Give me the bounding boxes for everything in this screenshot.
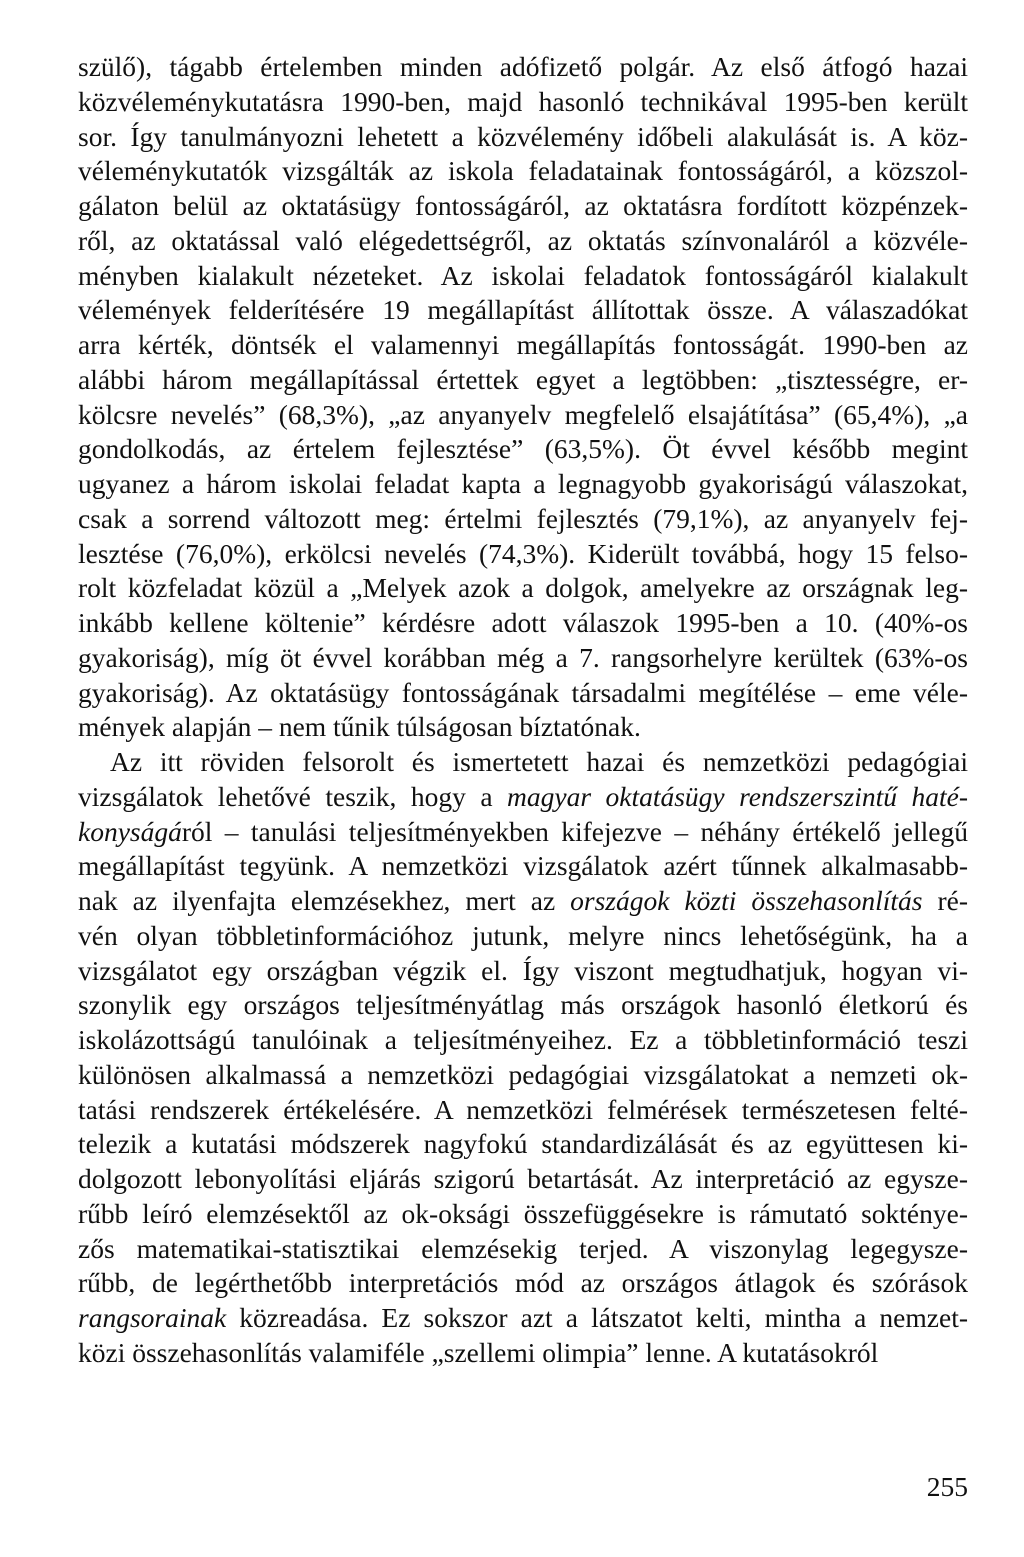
- text-line: [78, 1301, 968, 1336]
- text-line: [78, 1058, 968, 1093]
- text-segment: gyakoriság). Az oktatásügy fontosságának társadalmi megítélése – eme véle-: [78, 676, 968, 708]
- italic-text: magyar oktatásügy rendszerszintű haté-: [507, 780, 968, 812]
- text-segment: gondolkodás, az értelem fejlesztése” (63,5%). Öt évvel később megint: [78, 433, 968, 465]
- text-line: [78, 676, 968, 711]
- text-segment: ményben kialakult nézeteket. Az iskolai feladatok fontosságáról kialakult: [78, 259, 968, 291]
- text-segment: mények alapján – nem tűnik túlságosan bíztatónak.: [78, 711, 641, 743]
- text-segment: Az itt röviden felsorolt és ismertetett hazai és nemzetközi pedagógiai: [110, 746, 968, 777]
- text-segment: szonylik egy országos teljesítményátlag más országok hasonló életkorú és: [78, 989, 968, 1021]
- text-line: [78, 919, 968, 954]
- text-segment: rolt közfeladat közül a „Melyek azok a dolgok, amelyekre az országnak leg-: [78, 572, 968, 604]
- text-segment: dolgozott lebonyolítási eljárás szigorú betartását. Az interpretáció az egysze-: [78, 1163, 968, 1194]
- text-segment: sor. Így tanulmányozni lehetett a közvélemény időbeli alakulását is. A köz-: [78, 120, 968, 152]
- text-segment: véleménykutatók vizsgálták az iskola feladatainak fontosságáról, a közszol-: [78, 155, 968, 187]
- text-segment: ról – tanulási teljesítményekben kifejezve – néhány értékelő jellegű: [181, 815, 968, 847]
- text-line: [78, 363, 968, 398]
- paragraph: [78, 745, 968, 1371]
- text-line: [78, 1232, 968, 1267]
- text-line: [78, 328, 968, 363]
- text-line: [78, 432, 968, 467]
- text-line: [78, 189, 968, 224]
- text-segment: különösen alkalmassá a nemzetközi pedagógiai vizsgálatokat a nemzeti ok-: [78, 1058, 968, 1090]
- text-segment: inkább kellene költenie” kérdésre adott válaszok 1995-ben a 10. (40%-os: [78, 607, 968, 638]
- text-segment: vizsgálatok lehetővé teszik, hogy a: [78, 780, 507, 812]
- text-line: [78, 1266, 968, 1301]
- text-line: [78, 502, 968, 537]
- text-line: [78, 537, 968, 572]
- text-segment: közi összehasonlítás valamiféle „szellemi olimpia” lenne. A kutatásokról: [78, 1336, 879, 1368]
- text-segment: ugyanez a három iskolai feladat kapta a legnagyobb gyakoriságú válaszokat,: [78, 468, 968, 499]
- text-segment: közvéleménykutatásra 1990-ben, majd hasonló technikával 1995-ben került: [78, 85, 968, 117]
- text-segment: telezik a kutatási módszerek nagyfokú standardizálását és az együttesen ki-: [78, 1128, 968, 1160]
- text-segment: rűbb, de legérthetőbb interpretációs mód az országos átlagok és szórások: [78, 1267, 968, 1299]
- text-segment: iskolázottságú tanulóinak a teljesítményeihez. Ez a többletinformáció teszi: [78, 1024, 968, 1055]
- text-segment: csak a sorrend változott meg: értelmi fejlesztés (79,1%), az anyanyelv fej-: [78, 502, 968, 534]
- text-segment: arra kérték, döntsék el valamennyi megállapítás fontosságát. 1990-ben az: [78, 329, 968, 360]
- text-line: [78, 1162, 968, 1197]
- page-body: [78, 50, 968, 1371]
- text-segment: megállapítást tegyünk. A nemzetközi vizsgálatok azért tűnnek alkalmasabb-: [78, 850, 968, 882]
- text-segment: lesztése (76,0%), erkölcsi nevelés (74,3%). Kiderült továbbá, hogy 15 felso-: [78, 537, 968, 569]
- text-segment: kölcsre nevelés” (68,3%), „az anyanyelv megfelelő elsajátítása” (65,4%), „a: [78, 398, 968, 430]
- paragraph: [78, 50, 968, 745]
- text-segment: vén olyan többletinformációhoz jutunk, melyre nincs lehetőségünk, ha a: [78, 919, 968, 951]
- text-segment: ről, az oktatással való elégedettségről, az oktatás színvonaláról a közvéle-: [78, 224, 968, 256]
- text-line: [78, 780, 968, 815]
- text-line: [78, 571, 968, 606]
- italic-text: konyságá: [78, 815, 182, 847]
- text-line: [78, 259, 968, 294]
- italic-text: rangsorainak: [78, 1302, 227, 1333]
- text-segment: vizsgálatot egy országban végzik el. Így viszont megtudhatjuk, hogyan vi-: [78, 954, 968, 986]
- text-segment: ré-: [922, 885, 968, 916]
- text-segment: közreadása. Ez sokszor azt a látszatot kelti, mintha a nemzet-: [226, 1302, 968, 1333]
- text-segment: gálaton belül az oktatásügy fontosságáról, az oktatásra fordított közpénzek-: [78, 190, 968, 221]
- text-segment: szülő), tágabb értelemben minden adófizető polgár. Az első átfogó hazai: [78, 51, 968, 82]
- text-line: [78, 884, 968, 919]
- text-segment: alábbi három megállapítással értettek egyet a legtöbben: „tisztességre, er-: [78, 363, 968, 395]
- text-segment: tatási rendszerek értékelésére. A nemzetközi felmérések természetesen felté-: [78, 1093, 968, 1125]
- text-segment: zős matematikai-statisztikai elemzésekig terjed. A viszonylag legegysze-: [78, 1232, 968, 1264]
- italic-text: országok közti összehasonlítás: [570, 885, 923, 916]
- text-line: [78, 1336, 968, 1371]
- text-line: [78, 1093, 968, 1128]
- text-line: [78, 988, 968, 1023]
- text-line: [78, 398, 968, 433]
- text-line: [78, 1023, 968, 1058]
- text-line: [78, 85, 968, 120]
- text-line: [78, 224, 968, 259]
- text-segment: nak az ilyenfajta elemzésekhez, mert az: [78, 885, 571, 916]
- text-line: [78, 1127, 968, 1162]
- text-segment: rűbb leíró elemzésektől az ok-oksági összefüggésekre is rámutató sokténye-: [78, 1197, 968, 1229]
- text-line: [78, 120, 968, 155]
- text-line: [78, 154, 968, 189]
- text-line: [78, 745, 968, 780]
- text-line: [78, 467, 968, 502]
- page-number: 255: [926, 1471, 968, 1502]
- text-line: [78, 710, 968, 745]
- text-line: [78, 815, 968, 850]
- text-column: [78, 50, 968, 1371]
- text-line: [78, 641, 968, 676]
- text-segment: gyakoriság), míg öt évvel korábban még a 7. rangsorhelyre kerültek (63%-os: [78, 641, 968, 673]
- text-line: [78, 50, 968, 85]
- text-segment: vélemények felderítésére 19 megállapítást állítottak össze. A válaszadókat: [78, 294, 968, 326]
- text-line: [78, 954, 968, 989]
- text-line: [78, 293, 968, 328]
- text-line: [78, 606, 968, 641]
- text-line: [78, 1197, 968, 1232]
- text-line: [78, 849, 968, 884]
